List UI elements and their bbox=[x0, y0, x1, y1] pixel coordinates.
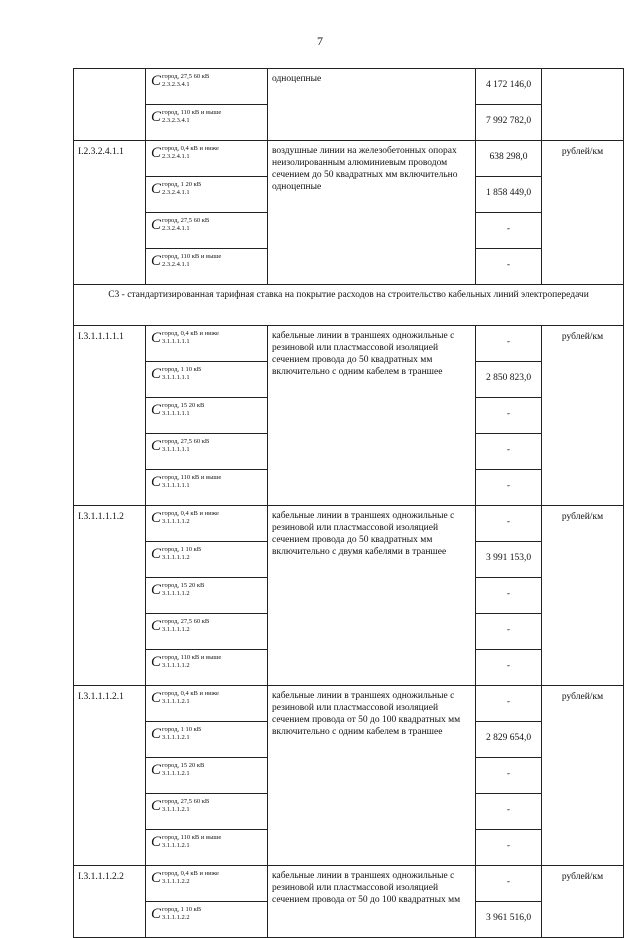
row-code: I.3.1.1.1.2.2 bbox=[74, 866, 146, 938]
tariff-symbol bbox=[146, 506, 268, 542]
tariff-value: - bbox=[476, 794, 542, 830]
tariff-value: - bbox=[476, 578, 542, 614]
symbol-subscript: 3.1.1.1.1.1 bbox=[162, 446, 190, 453]
symbol-formula bbox=[151, 366, 201, 381]
symbol-superscript: город, 1 10 кВ bbox=[162, 546, 202, 553]
symbol-indices bbox=[162, 109, 221, 124]
symbol-superscript: город, 110 кВ и выше bbox=[162, 109, 222, 116]
tariff-symbol bbox=[146, 470, 268, 506]
tariff-value: 1 858 449,0 bbox=[476, 177, 542, 213]
row-description: кабельные линии в траншеях одножильные с резиновой или пластмассовой изоляцией сечением провода от 50 до 100 квадратных мм включительно с одним кабелем в траншее bbox=[268, 686, 476, 866]
tariff-value: - bbox=[476, 398, 542, 434]
symbol-subscript: 2.3.2.4.1.1 bbox=[162, 261, 190, 268]
symbol-subscript: 2.3.2.4.1.1 bbox=[162, 153, 190, 160]
tariff-value: - bbox=[476, 326, 542, 362]
unit-cell: рублей/км bbox=[542, 866, 624, 938]
symbol-superscript: город, 15 20 кВ bbox=[162, 402, 205, 409]
tariff-symbol bbox=[146, 105, 268, 141]
tariff-symbol bbox=[146, 866, 268, 902]
symbol-subscript: 3.1.1.1.2.1 bbox=[162, 734, 190, 741]
symbol-letter: C bbox=[151, 545, 162, 562]
symbol-formula bbox=[151, 618, 209, 633]
row-code: I.2.3.2.4.1.1 bbox=[74, 141, 146, 285]
symbol-superscript: город, 110 кВ и выше bbox=[162, 654, 222, 661]
tariff-symbol bbox=[146, 141, 268, 177]
table-row bbox=[74, 69, 624, 105]
symbol-letter: C bbox=[151, 473, 162, 490]
symbol-letter: C bbox=[151, 869, 162, 886]
symbol-indices bbox=[162, 366, 201, 381]
symbol-superscript: город, 27,5 60 кВ bbox=[162, 798, 210, 805]
table-row bbox=[74, 141, 624, 177]
tariff-symbol bbox=[146, 902, 268, 938]
tariff-value: - bbox=[476, 506, 542, 542]
symbol-letter: C bbox=[151, 216, 162, 233]
symbol-superscript: город, 1 10 кВ bbox=[162, 726, 202, 733]
symbol-subscript: 3.1.1.1.1.2 bbox=[162, 518, 190, 525]
symbol-subscript: 2.3.2.4.1.1 bbox=[162, 225, 190, 232]
symbol-indices bbox=[162, 474, 221, 489]
symbol-superscript: город, 15 20 кВ bbox=[162, 762, 205, 769]
symbol-superscript: город, 27,5 60 кВ bbox=[162, 73, 210, 80]
symbol-formula bbox=[151, 762, 204, 777]
tariff-symbol bbox=[146, 362, 268, 398]
tariff-value: - bbox=[476, 686, 542, 722]
symbol-formula bbox=[151, 582, 204, 597]
tariff-symbol bbox=[146, 542, 268, 578]
symbol-letter: C bbox=[151, 72, 162, 89]
symbol-formula bbox=[151, 906, 201, 921]
symbol-subscript: 2.3.2.3.4.1 bbox=[162, 117, 190, 124]
symbol-indices bbox=[162, 762, 204, 777]
tariff-value: - bbox=[476, 614, 542, 650]
symbol-formula bbox=[151, 546, 201, 561]
symbol-letter: C bbox=[151, 725, 162, 742]
symbol-letter: C bbox=[151, 108, 162, 125]
tariff-value: - bbox=[476, 213, 542, 249]
symbol-indices bbox=[162, 510, 219, 525]
symbol-subscript: 3.1.1.1.2.1 bbox=[162, 770, 190, 777]
tariff-symbol bbox=[146, 398, 268, 434]
row-code: I.3.1.1.1.1.2 bbox=[74, 506, 146, 686]
tariff-value: - bbox=[476, 866, 542, 902]
symbol-formula bbox=[151, 217, 209, 232]
symbol-formula bbox=[151, 654, 221, 669]
symbol-superscript: город, 27,5 60 кВ bbox=[162, 618, 210, 625]
tariff-symbol bbox=[146, 686, 268, 722]
tariff-value: 2 829 654,0 bbox=[476, 722, 542, 758]
symbol-letter: C bbox=[151, 144, 162, 161]
symbol-letter: C bbox=[151, 329, 162, 346]
tariff-value: 2 850 823,0 bbox=[476, 362, 542, 398]
symbol-superscript: город, 110 кВ и выше bbox=[162, 253, 222, 260]
symbol-formula bbox=[151, 690, 219, 705]
symbol-subscript: 3.1.1.1.2.1 bbox=[162, 842, 190, 849]
symbol-formula bbox=[151, 510, 219, 525]
symbol-indices bbox=[162, 906, 201, 921]
symbol-superscript: город, 0,4 кВ и ниже bbox=[162, 690, 219, 697]
section-row bbox=[74, 285, 624, 326]
symbol-indices bbox=[162, 546, 201, 561]
tariff-value: - bbox=[476, 650, 542, 686]
symbol-indices bbox=[162, 145, 219, 160]
tariff-symbol bbox=[146, 213, 268, 249]
symbol-letter: C bbox=[151, 365, 162, 382]
symbol-subscript: 3.1.1.1.2.1 bbox=[162, 806, 190, 813]
symbol-superscript: город, 1 10 кВ bbox=[162, 906, 202, 913]
tariff-symbol bbox=[146, 578, 268, 614]
tariff-symbol bbox=[146, 722, 268, 758]
row-description: кабельные линии в траншеях одножильные с резиновой или пластмассовой изоляцией сечением провода до 50 квадратных мм включительно с одним кабелем в траншее bbox=[268, 326, 476, 506]
symbol-subscript: 3.1.1.1.1.2 bbox=[162, 626, 190, 633]
tariff-symbol bbox=[146, 249, 268, 285]
symbol-subscript: 3.1.1.1.1.2 bbox=[162, 662, 190, 669]
symbol-indices bbox=[162, 253, 221, 268]
row-description: воздушные линии на железобетонных опорах неизолированным алюминиевым проводом сечением до 50 квадратных мм включительно одноцепные bbox=[268, 141, 476, 285]
symbol-letter: C bbox=[151, 180, 162, 197]
symbol-superscript: город, 0,4 кВ и ниже bbox=[162, 145, 219, 152]
symbol-superscript: город, 0,4 кВ и ниже bbox=[162, 510, 219, 517]
tariff-value: 3 961 516,0 bbox=[476, 902, 542, 938]
symbol-formula bbox=[151, 109, 221, 124]
symbol-subscript: 2.3.2.3.4.1 bbox=[162, 81, 190, 88]
symbol-indices bbox=[162, 217, 209, 232]
table-row bbox=[74, 866, 624, 902]
row-description: кабельные линии в траншеях одножильные с резиновой или пластмассовой изоляцией сечением провода до 50 квадратных мм включительно с двумя кабелями в траншее bbox=[268, 506, 476, 686]
symbol-letter: C bbox=[151, 689, 162, 706]
symbol-indices bbox=[162, 438, 209, 453]
symbol-letter: C bbox=[151, 797, 162, 814]
unit-cell bbox=[542, 69, 624, 141]
symbol-letter: C bbox=[151, 581, 162, 598]
symbol-superscript: город, 110 кВ и выше bbox=[162, 474, 222, 481]
symbol-formula bbox=[151, 253, 221, 268]
symbol-indices bbox=[162, 73, 209, 88]
tariff-value: - bbox=[476, 758, 542, 794]
symbol-indices bbox=[162, 690, 219, 705]
symbol-indices bbox=[162, 181, 201, 196]
symbol-letter: C bbox=[151, 401, 162, 418]
symbol-superscript: город, 27,5 60 кВ bbox=[162, 438, 210, 445]
symbol-subscript: 3.1.1.1.1.2 bbox=[162, 590, 190, 597]
symbol-formula bbox=[151, 402, 204, 417]
symbol-indices bbox=[162, 834, 221, 849]
tariff-value: - bbox=[476, 470, 542, 506]
symbol-indices bbox=[162, 330, 219, 345]
tariff-symbol bbox=[146, 69, 268, 105]
tariff-symbol bbox=[146, 614, 268, 650]
row-description: кабельные линии в траншеях одножильные с резиновой или пластмассовой изоляцией сечением провода от 50 до 100 квадратных мм bbox=[268, 866, 476, 938]
symbol-indices bbox=[162, 402, 204, 417]
symbol-superscript: город, 0,4 кВ и ниже bbox=[162, 330, 219, 337]
symbol-subscript: 2.3.2.4.1.1 bbox=[162, 189, 190, 196]
tariff-value: 638 298,0 bbox=[476, 141, 542, 177]
table-row bbox=[74, 326, 624, 362]
section-title: C3 - стандартизированная тарифная ставка на покрытие расходов на строительство кабельных линий электропередачи bbox=[74, 285, 624, 326]
symbol-superscript: город, 27,5 60 кВ bbox=[162, 217, 210, 224]
tariff-value: 4 172 146,0 bbox=[476, 69, 542, 105]
row-description: одноцепные bbox=[268, 69, 476, 141]
row-code: I.3.1.1.1.2.1 bbox=[74, 686, 146, 866]
symbol-indices bbox=[162, 654, 221, 669]
symbol-letter: C bbox=[151, 437, 162, 454]
symbol-indices bbox=[162, 618, 209, 633]
tariff-symbol bbox=[146, 794, 268, 830]
symbol-indices bbox=[162, 870, 219, 885]
symbol-letter: C bbox=[151, 653, 162, 670]
tariff-value: - bbox=[476, 434, 542, 470]
tariff-symbol bbox=[146, 830, 268, 866]
symbol-subscript: 3.1.1.1.1.1 bbox=[162, 374, 190, 381]
symbol-indices bbox=[162, 798, 209, 813]
tariff-table bbox=[73, 68, 624, 938]
symbol-subscript: 3.1.1.1.1.1 bbox=[162, 338, 190, 345]
symbol-letter: C bbox=[151, 761, 162, 778]
symbol-letter: C bbox=[151, 617, 162, 634]
symbol-formula bbox=[151, 145, 219, 160]
tariff-symbol bbox=[146, 177, 268, 213]
symbol-subscript: 3.1.1.1.1.1 bbox=[162, 410, 190, 417]
tariff-value: - bbox=[476, 830, 542, 866]
tariff-value: - bbox=[476, 249, 542, 285]
table-row bbox=[74, 686, 624, 722]
symbol-formula bbox=[151, 438, 209, 453]
symbol-formula bbox=[151, 330, 219, 345]
symbol-superscript: город, 1 20 кВ bbox=[162, 181, 202, 188]
tariff-value: 3 991 153,0 bbox=[476, 542, 542, 578]
symbol-letter: C bbox=[151, 833, 162, 850]
symbol-formula bbox=[151, 798, 209, 813]
tariff-symbol bbox=[146, 650, 268, 686]
symbol-superscript: город, 0,4 кВ и ниже bbox=[162, 870, 219, 877]
symbol-formula bbox=[151, 834, 221, 849]
symbol-subscript: 3.1.1.1.2.2 bbox=[162, 914, 190, 921]
symbol-indices bbox=[162, 726, 201, 741]
symbol-formula bbox=[151, 726, 201, 741]
symbol-superscript: город, 1 10 кВ bbox=[162, 366, 202, 373]
row-code: I.3.1.1.1.1.1 bbox=[74, 326, 146, 506]
symbol-subscript: 3.1.1.1.2.2 bbox=[162, 878, 190, 885]
symbol-subscript: 3.1.1.1.2.1 bbox=[162, 698, 190, 705]
unit-cell: рублей/км bbox=[542, 141, 624, 285]
page-number: 7 bbox=[317, 34, 323, 48]
tariff-value: 7 992 782,0 bbox=[476, 105, 542, 141]
tariff-symbol bbox=[146, 434, 268, 470]
unit-cell: рублей/км bbox=[542, 326, 624, 506]
symbol-superscript: город, 15 20 кВ bbox=[162, 582, 205, 589]
unit-cell: рублей/км bbox=[542, 506, 624, 686]
symbol-superscript: город, 110 кВ и выше bbox=[162, 834, 222, 841]
symbol-subscript: 3.1.1.1.1.2 bbox=[162, 554, 190, 561]
symbol-letter: C bbox=[151, 905, 162, 922]
tariff-symbol bbox=[146, 758, 268, 794]
symbol-subscript: 3.1.1.1.1.1 bbox=[162, 482, 190, 489]
row-code bbox=[74, 69, 146, 141]
symbol-formula bbox=[151, 73, 209, 88]
table-row bbox=[74, 506, 624, 542]
symbol-indices bbox=[162, 582, 204, 597]
symbol-formula bbox=[151, 474, 221, 489]
symbol-formula bbox=[151, 181, 201, 196]
symbol-letter: C bbox=[151, 509, 162, 526]
unit-cell: рублей/км bbox=[542, 686, 624, 866]
tariff-symbol bbox=[146, 326, 268, 362]
symbol-letter: C bbox=[151, 252, 162, 269]
symbol-formula bbox=[151, 870, 219, 885]
